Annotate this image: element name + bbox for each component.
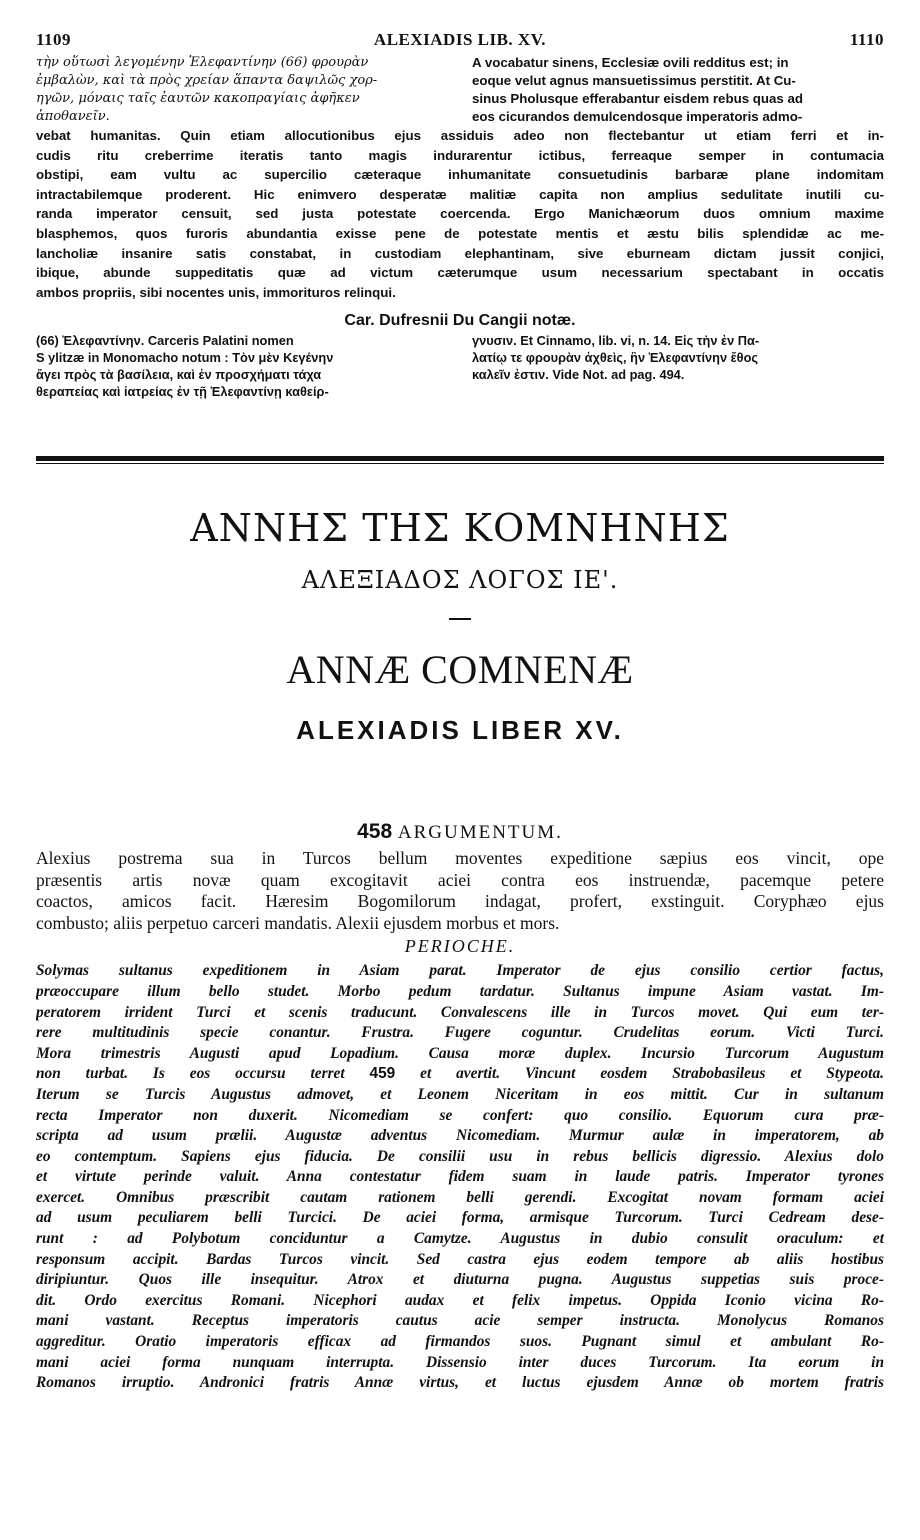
running-header xyxy=(36,30,884,52)
argumentum-line: coactos, amicos facit. Hæresim Bogomilorum indagat, profert, exstinguit. Coryphæo ejus xyxy=(36,891,884,912)
paragraph-line: randa imperator censuit, sed justa potestate coercenda. Ergo Manichæorum duos omnium maxime xyxy=(36,206,884,222)
footnote-line: θεραπείας καὶ ἰατρείας ἐν τῇ Ἐλεφαντίνῃ καθείρ- xyxy=(36,384,329,400)
book-page xyxy=(36,30,884,1530)
footnotes xyxy=(36,332,884,400)
perioche-line: Mora trimestris Augusti apud Lopadium. Causa moræ duplex. Incursio Turcorum Augustum xyxy=(36,1044,884,1062)
paragraph-line: intractabilemque proderent. Hic enimvero desperatæ malitiæ capita non amplius sedulitate inutili cu- xyxy=(36,186,884,202)
perioche-line: rere multitudinis specie conantur. Frustra. Fugere coguntur. Crudelitas eorum. Victi Turci. xyxy=(36,1024,884,1042)
perioche-line: responsum accipit. Bardas Turcos vincit. Sed castra ejus eodem tempore ab aliis hostibus xyxy=(36,1250,884,1268)
perioche-line: præoccupare illum bello studet. Morbo pedum tardatur. Sultanus impune Asiam vastat. Im- xyxy=(36,982,884,1000)
paragraph-line: ibique, abunde suppeditatis quæ ad victum cæterumque usum necessarium spectabant in occatis xyxy=(36,265,884,281)
footnote-line: λατίῳ τε φρουρὰν ἀχθεὶς, ἣν Ἐλεφαντίνην ἔθος xyxy=(472,350,759,366)
greek-line: ηγῶν, μόναις ταῖς ἑαυτῶν κακοπραγίαις ἀφῆκεν xyxy=(36,91,360,106)
perioche-line: scripta ad usum prælii. Augustæ adventus Nicomediam. Murmur aulæ in imperatorem, ab xyxy=(36,1127,884,1145)
section-divider-thin xyxy=(36,463,884,464)
page-number-right: 1110 xyxy=(849,30,884,49)
page-number-left: 1109 xyxy=(36,30,72,49)
latin-line: sinus Pholusque efferabantur eisdem rebus quas ad xyxy=(472,91,804,106)
argumentum-heading-text: ARGUMENTUM. xyxy=(397,822,563,844)
top-two-column-text xyxy=(36,54,884,126)
paragraph-line: obstipi, eam vultu ac supercilio cæteraque inhumanitate consuetudinis barbaræ plane indomitam xyxy=(36,167,884,183)
latin-book-subtitle: ALEXIADIS LIBER XV. xyxy=(296,715,624,746)
perioche-line: et virtute perinde valuit. Anna contestatur fidem suam in laude patris. Imperator tyrones xyxy=(36,1168,884,1186)
greek-column xyxy=(36,54,454,126)
footnote-line: (66) Ἐλεφαντίνην. Carceris Palatini nomen xyxy=(36,333,294,349)
perioche-line: mani vastant. Receptus imperatoris cautus acie semper instructa. Monolycus Romanos xyxy=(36,1312,884,1330)
argumentum-text xyxy=(36,848,884,934)
paragraph-line: blasphemos, quos furoris abundantia exisse pene de potestate mentis et æstu bilis splendidæ ac me- xyxy=(36,225,884,241)
perioche-line: runt : ad Polybotum conciduntur a Camytze. Augustus in dubio consulit oraculum: et xyxy=(36,1230,884,1248)
latin-book-title: ANNÆ COMNENÆ xyxy=(286,647,634,693)
perioche-line: eo contemptum. Sapiens ejus fiducia. De consilii usu in rebus bellicis digressio. Alexius dolo xyxy=(36,1147,884,1165)
perioche-line: dit. Ordo exercitus Romani. Nicephori audax et felix impetus. Oppida Iconio vicina Ro- xyxy=(36,1291,884,1309)
paragraph-line: ambos propriis, sibi nocentes unis, immorituros relinqui. xyxy=(36,284,396,300)
perioche-line: mani aciei forma nunquam interrupta. Dissensio inter duces Turcorum. Ita eorum in xyxy=(36,1353,884,1371)
greek-book-subtitle: ΑΛΕΞΙΑΔΟΣ ΛΟΓΟΣ ΙΕ'. xyxy=(301,566,619,595)
paragraph-line: cudis ritu creberrime iteratis tanto magis indurarentur ictibus, ferreaque semper in contumacia xyxy=(36,147,884,163)
greek-line: τὴν οὕτωσὶ λεγομένην Ἐλεφαντίνην (66) φρουρὰν xyxy=(36,55,369,70)
perioche-line: exercet. Omnibus præscribit cautam rationem belli gerendi. Excogitat novam formam aciei xyxy=(36,1188,884,1206)
latin-line xyxy=(472,54,884,72)
perioche-line: Romanos irruptio. Andronici fratris Annæ virtus, et luctus ejusdem Annæ ob mortem fratris xyxy=(36,1374,884,1392)
footnote-line: γνυσιν. Et Cinnamo, lib. vi, n. 14. Εἰς τὴν ἐν Πα- xyxy=(472,333,760,349)
argumentum-heading xyxy=(36,820,884,844)
greek-line: ἐμβαλὼν, καὶ τὰ πρὸς χρείαν ἅπαντα δαψιλῶς χορ- xyxy=(36,73,378,88)
footnote-right-column xyxy=(472,332,884,400)
perioche-heading: PERIOCHE. xyxy=(404,936,516,957)
perioche-line: Iterum se Turcis Augustus admovet, et Leonem Niceritam in eos mittit. Cur in sultanum xyxy=(36,1085,884,1103)
running-title: ALEXIADIS LIB. XV. xyxy=(373,30,547,49)
perioche-line: ad usum peculiarem belli Turcici. De aciei forma, armisque Turcorum. Turci Cedream dese- xyxy=(36,1209,884,1227)
greek-line: ἀποθανεῖν. xyxy=(36,109,110,124)
argumentum-line: combusto; aliis perpetuo carceri mandatis. Alexii ejusdem morbus et mors. xyxy=(36,912,560,933)
notes-heading: Car. Dufresnii Du Cangii notæ. xyxy=(344,312,576,330)
perioche-line: peratorem irrident Turci et scenis traducunt. Convalescens ille in Turcos movet. Qui eum ter- xyxy=(36,1003,884,1021)
perioche-line: Solymas sultanus expeditionem in Asiam parat. Imperator de ejus consilio certior factus, xyxy=(36,962,884,980)
latin-line-text: vocabatur sinens, Ecclesiæ ovili redditus est; in xyxy=(484,55,789,70)
argumentum-line: præsentis artis novæ quam excogitavit aciei contra eos instruendæ, pacemque petere xyxy=(36,869,884,890)
perioche-line: aggreditur. Oratio imperatoris efficax ad firmandos suos. Pugnant simul et ambulant Ro- xyxy=(36,1333,884,1351)
section-divider-thick xyxy=(36,456,884,461)
greek-book-title: ΑΝΝΗΣ ΤΗΣ ΚΟΜΝΗΝΗΣ xyxy=(190,506,730,551)
title-separator-dash xyxy=(449,618,471,620)
inline-page-number: 459 xyxy=(369,1065,396,1083)
perioche-text xyxy=(36,961,884,1393)
paragraph-line: vebat humanitas. Quin etiam allocutionibus ejus assiduis adeo non flectebantur ut etiam ferri et in- xyxy=(36,128,884,143)
footnote-line: ἄγει πρὸς τὰ βασίλεια, καὶ ἐν προσχήματι τάχα xyxy=(36,367,322,383)
full-width-paragraph xyxy=(36,126,884,302)
perioche-line-text: et avertit. Vincunt eosdem Strabobasileus et Stypeota. xyxy=(395,1065,884,1083)
latin-line: eos cicurandos demulcendosque imperatoris admo- xyxy=(472,109,803,124)
footnote-line: καλεῖν ἐστιν. Vide Not. ad pag. 494. xyxy=(472,367,685,383)
perioche-line xyxy=(36,1064,884,1085)
footnote-left-column xyxy=(36,332,450,400)
paragraph-line: lancholiæ insanire satis constabat, in custodiam elephantinam, sive eburneam dictam jussit conjici, xyxy=(36,245,884,261)
footnote-line: S ylitzæ in Monomacho notum : Τὸν μὲν Κεγένην xyxy=(36,350,334,366)
latin-line: eoque velut agnus mansuetissimus perstitit. At Cu- xyxy=(472,73,796,88)
perioche-line: diripiuntur. Quos ille insequitur. Atrox et diuturna pugna. Augustus suppetias suis proce- xyxy=(36,1271,884,1289)
perioche-line: recta Imperator non duxerit. Nicomediam se confert: quo consilio. Equorum cura præ- xyxy=(36,1106,884,1124)
argumentum-line: Alexius postrema sua in Turcos bellum moventes expeditione sæpius eos vincit, ope xyxy=(36,848,884,869)
latin-column xyxy=(472,54,884,126)
margin-page-number: 458 xyxy=(357,820,393,844)
margin-marker: A xyxy=(472,55,482,70)
perioche-line-text: non turbat. Is eos occursu terret xyxy=(36,1065,370,1083)
